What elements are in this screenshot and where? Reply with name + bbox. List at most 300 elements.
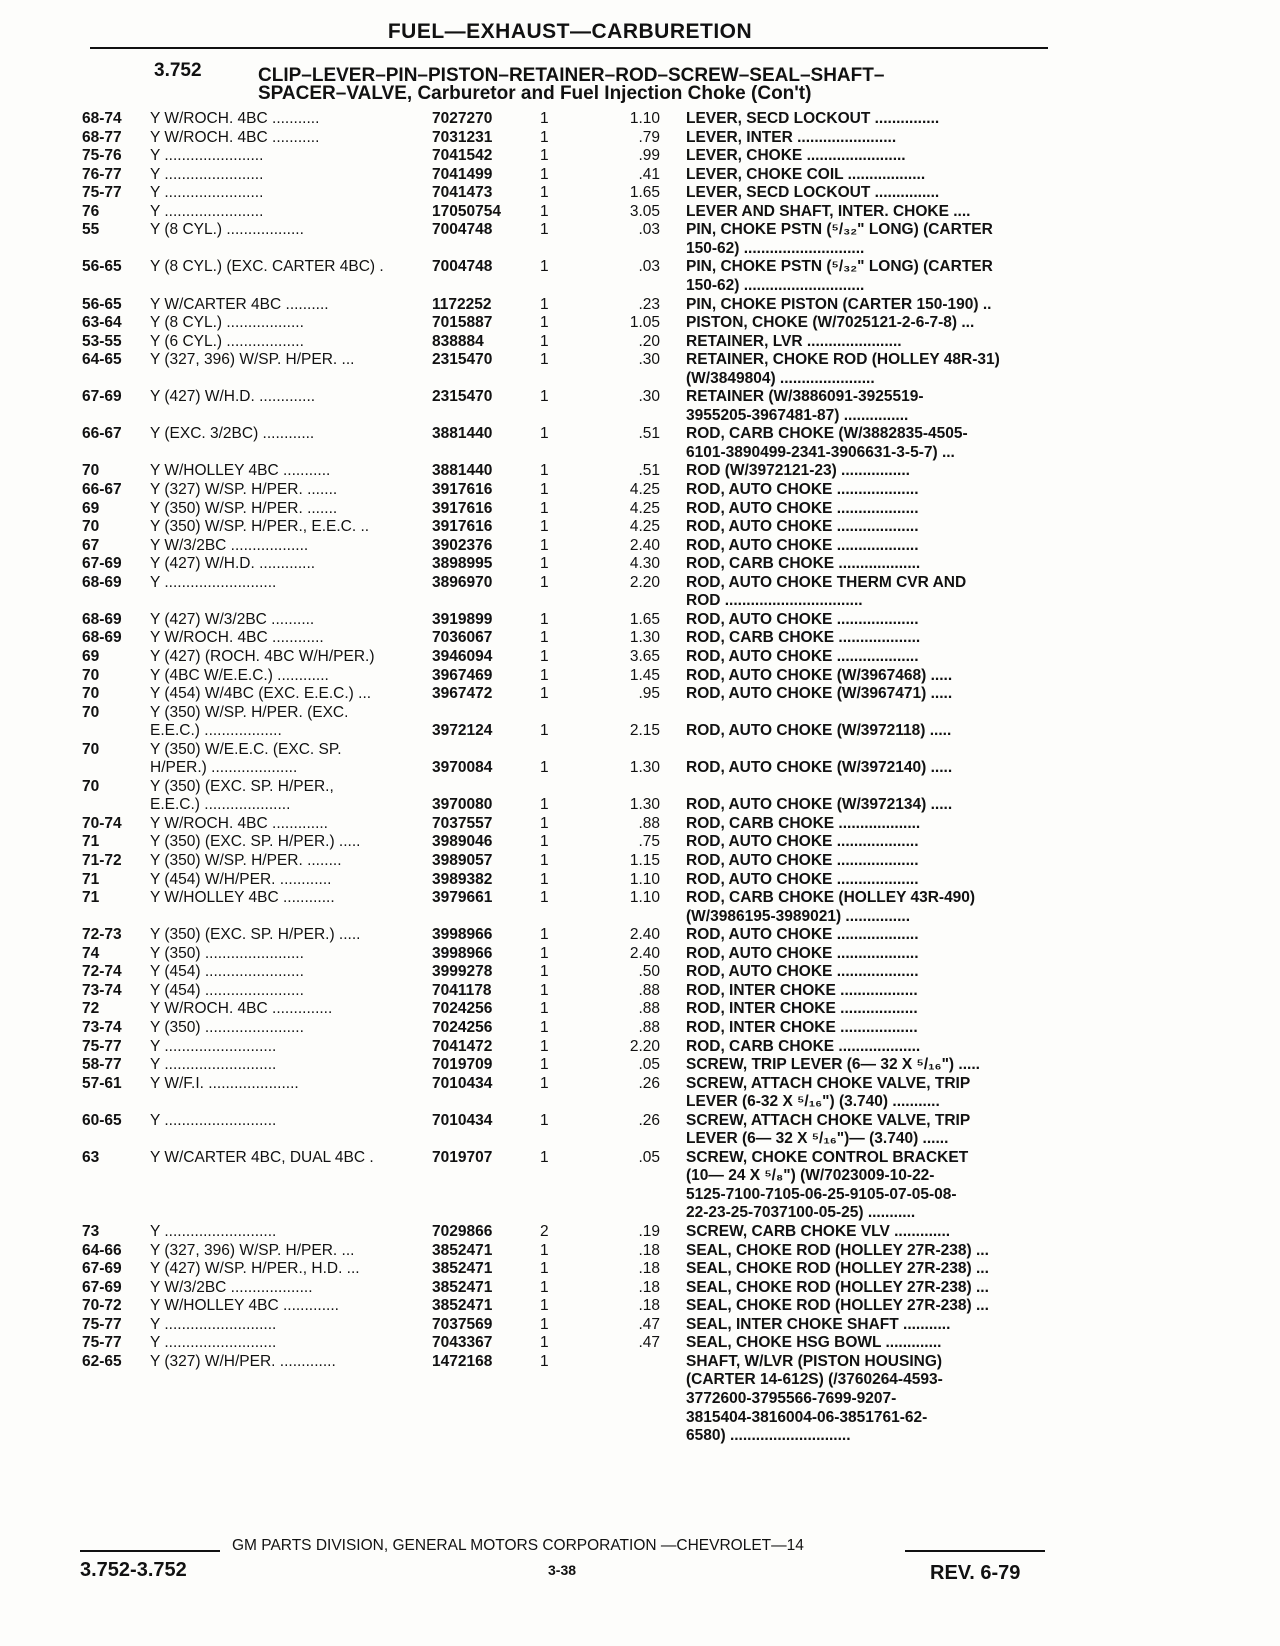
row-quantity: 1 (540, 295, 549, 313)
row-application: Y (427) (ROCH. 4BC W/H/PER.) (150, 647, 375, 665)
row-price: 1.15 (629, 852, 660, 869)
list-item (0, 1167, 1280, 1186)
list-item (0, 704, 1280, 723)
list-item (0, 184, 1280, 203)
list-item (0, 1260, 1280, 1279)
row-description: (CARTER 14-612S) (/3760264-4593- (686, 1371, 943, 1389)
row-quantity: 1 (540, 332, 549, 350)
row-year: 75-77 (82, 1037, 122, 1055)
footer-revision: REV. 6-79 (930, 1562, 1021, 1584)
list-item (0, 908, 1280, 927)
list-item (0, 1075, 1280, 1094)
row-quantity: 1 (540, 685, 549, 703)
list-item (0, 1353, 1280, 1372)
row-year: 72-73 (82, 926, 122, 944)
row-description: (W/3986195-3989021) ............... (686, 907, 911, 925)
row-application: Y W/ROCH. 4BC ........... (150, 128, 320, 146)
row-description: ROD, CARB CHOKE (W/3882835-4505- (686, 425, 968, 443)
row-application: Y W/F.I. ..................... (150, 1074, 299, 1092)
row-description: ROD, CARB CHOKE ................... (686, 1037, 921, 1055)
row-year: 55 (82, 221, 100, 239)
row-price: 1.65 (629, 184, 660, 202)
list-item (0, 1242, 1280, 1261)
row-price: .51 (638, 425, 660, 443)
row-description: ROD, INTER CHOKE .................. (686, 1000, 918, 1018)
row-quantity: 1 (540, 870, 549, 888)
row-quantity: 1 (540, 258, 549, 276)
row-description: ROD, AUTO CHOKE ................... (686, 610, 919, 628)
row-part-number: 7010434 (432, 1074, 493, 1092)
row-year: 72 (82, 1000, 100, 1018)
row-part-number: 7037557 (432, 814, 493, 832)
row-part-number: 7024256 (432, 1018, 493, 1036)
footer-section-range: 3.752-3.752 (80, 1559, 187, 1581)
list-item (0, 1130, 1280, 1149)
row-quantity: 1 (540, 852, 549, 869)
header-rule (90, 47, 1048, 49)
row-part-number: 3989057 (432, 852, 493, 869)
row-quantity: 1 (540, 1352, 549, 1370)
row-description: ROD, AUTO CHOKE (W/3972140) ..... (686, 759, 953, 777)
row-year: 76-77 (82, 165, 122, 183)
list-item (0, 518, 1280, 537)
row-application: Y (6 CYL.) .................. (150, 332, 304, 350)
row-quantity: 1 (540, 647, 549, 665)
row-description: SCREW, ATTACH CHOKE VALVE, TRIP (686, 1111, 971, 1129)
row-price: .47 (638, 1315, 660, 1333)
row-quantity: 1 (540, 814, 549, 832)
row-quantity: 1 (540, 147, 549, 165)
row-description: ROD (W/3972121-23) ................ (686, 462, 910, 480)
row-quantity: 1 (540, 1260, 549, 1278)
row-description: ROD, AUTO CHOKE ................... (686, 963, 919, 981)
row-description: SCREW, CHOKE CONTROL BRACKET (686, 1148, 969, 1166)
row-part-number: 3852471 (432, 1278, 493, 1296)
row-year: 71 (82, 833, 100, 851)
row-part-number: 3881440 (432, 425, 493, 443)
row-application: Y (327) W/SP. H/PER. ....... (150, 481, 338, 498)
list-item (0, 462, 1280, 481)
list-item (0, 500, 1280, 519)
row-application: Y ....................... (150, 184, 264, 202)
row-part-number: 3898995 (432, 555, 493, 573)
row-part-number: 3967469 (432, 666, 493, 684)
row-description: SCREW, CARB CHOKE VLV ............. (686, 1223, 951, 1240)
row-application: Y W/ROCH. 4BC ............ (150, 629, 324, 647)
row-quantity: 1 (540, 481, 549, 498)
list-item (0, 1056, 1280, 1075)
row-price: 1.30 (629, 629, 660, 647)
row-part-number: 3989046 (432, 833, 493, 851)
row-description: SEAL, CHOKE ROD (HOLLEY 27R-238) ... (686, 1241, 989, 1259)
row-application: Y (350) W/SP. H/PER. ....... (150, 499, 338, 517)
section-title-line2-sub: Carburetor and Fuel Injection Choke (Con't) (417, 83, 812, 104)
row-part-number: 3989382 (432, 870, 493, 888)
row-quantity: 1 (540, 314, 549, 332)
row-quantity: 1 (540, 796, 549, 814)
row-description: LEVER (6— 32 X ⁵/₁₆")— (3.740) ...... (686, 1130, 949, 1148)
row-description: SCREW, ATTACH CHOKE VALVE, TRIP (686, 1074, 971, 1092)
list-item (0, 370, 1280, 389)
list-item (0, 258, 1280, 277)
row-part-number: 3998966 (432, 944, 493, 962)
row-price: 3.65 (629, 647, 660, 665)
row-description: 6101-3890499-2341-3906631-3-5-7) ... (686, 443, 955, 461)
row-description: ROD, AUTO CHOKE ................... (686, 870, 919, 888)
row-part-number: 17050754 (432, 202, 501, 220)
row-year: 67-69 (82, 1260, 122, 1278)
row-year: 68-69 (82, 610, 122, 628)
row-part-number: 2315470 (432, 351, 493, 369)
row-year: 68-69 (82, 573, 122, 591)
list-item (0, 203, 1280, 222)
row-quantity: 1 (540, 184, 549, 202)
list-item (0, 537, 1280, 556)
row-price: .03 (638, 221, 660, 239)
row-part-number: 3998966 (432, 926, 493, 944)
row-part-number: 3917616 (432, 499, 493, 517)
row-quantity: 1 (540, 944, 549, 962)
list-item (0, 926, 1280, 945)
row-application: Y .......................... (150, 1037, 277, 1055)
row-year: 56-65 (82, 295, 122, 313)
row-description: 3815404-3816004-06-3851761-62- (686, 1408, 928, 1426)
row-year: 73-74 (82, 981, 122, 999)
row-year: 68-69 (82, 629, 122, 647)
row-application: Y (427) W/H.D. ............. (150, 555, 316, 573)
row-price: 1.45 (629, 666, 660, 684)
row-description: ROD, AUTO CHOKE ................... (686, 852, 919, 869)
row-description: PIN, CHOKE PISTON (CARTER 150-190) .. (686, 295, 992, 313)
row-price: .41 (638, 165, 660, 183)
row-application: Y (350) W/SP. H/PER., E.E.C. .. (150, 518, 370, 536)
row-part-number: 7041473 (432, 184, 493, 202)
row-description: PIN, CHOKE PSTN (⁵/₃₂" LONG) (CARTER (686, 258, 993, 276)
row-year: 71 (82, 870, 100, 888)
row-part-number: 3852471 (432, 1297, 493, 1315)
page-header-title: FUEL—EXHAUST—CARBURETION (387, 20, 753, 43)
row-part-number: 3917616 (432, 481, 493, 498)
row-year: 74 (82, 944, 100, 962)
list-item (0, 1149, 1280, 1168)
row-application: Y .......................... (150, 573, 277, 591)
list-item (0, 871, 1280, 890)
row-part-number: 3970080 (432, 796, 493, 814)
row-description: LEVER AND SHAFT, INTER. CHOKE .... (686, 202, 971, 220)
row-part-number: 3999278 (432, 963, 493, 981)
row-year: 62-65 (82, 1352, 122, 1370)
row-price: 4.25 (629, 499, 660, 517)
row-description: SCREW, TRIP LEVER (6— 32 X ⁵/₁₆") ..... (686, 1056, 980, 1074)
row-description: 5125-7100-7105-06-25-9105-07-05-08- (686, 1185, 957, 1203)
list-item (0, 1409, 1280, 1428)
row-year: 58-77 (82, 1056, 122, 1074)
list-item (0, 333, 1280, 352)
row-year: 75-77 (82, 1334, 122, 1352)
row-year: 67 (82, 536, 100, 554)
row-year: 66-67 (82, 425, 122, 443)
list-item (0, 592, 1280, 611)
row-part-number: 3852471 (432, 1260, 493, 1278)
list-item (0, 1204, 1280, 1223)
row-year: 73 (82, 1223, 100, 1240)
list-item (0, 685, 1280, 704)
row-price: .30 (638, 351, 660, 369)
row-part-number: 3972124 (432, 722, 493, 740)
row-year: 76 (82, 202, 100, 220)
row-description: ROD, AUTO CHOKE ................... (686, 481, 919, 498)
row-description: ROD, AUTO CHOKE ................... (686, 499, 919, 517)
list-item (0, 555, 1280, 574)
list-item (0, 796, 1280, 815)
row-year: 64-66 (82, 1241, 122, 1259)
row-description: ROD, AUTO CHOKE ................... (686, 536, 919, 554)
row-year: 70 (82, 462, 100, 480)
row-price: .05 (638, 1056, 660, 1074)
row-price: 1.05 (629, 314, 660, 332)
row-part-number: 7024256 (432, 1000, 493, 1018)
row-price: .20 (638, 332, 660, 350)
row-quantity: 1 (540, 1111, 549, 1129)
row-application: E.E.C.) .................. (150, 722, 282, 740)
row-description: ROD, CARB CHOKE ................... (686, 814, 921, 832)
row-description: RETAINER, CHOKE ROD (HOLLEY 48R-31) (686, 351, 1000, 369)
row-quantity: 1 (540, 499, 549, 517)
row-part-number: 3946094 (432, 647, 493, 665)
list-item (0, 629, 1280, 648)
row-application: Y (350) W/E.E.C. (EXC. SP. (150, 740, 342, 758)
row-part-number: 7015887 (432, 314, 493, 332)
row-part-number: 3919899 (432, 610, 493, 628)
row-application: Y W/3/2BC .................. (150, 536, 309, 554)
row-year: 70 (82, 685, 100, 703)
row-application: Y (454) ....................... (150, 963, 304, 981)
row-part-number: 7019707 (432, 1148, 493, 1166)
row-description: ROD, INTER CHOKE .................. (686, 981, 918, 999)
row-application: Y ....................... (150, 147, 264, 165)
list-item (0, 982, 1280, 1001)
list-item (0, 1038, 1280, 1057)
row-application: Y .......................... (150, 1111, 277, 1129)
row-quantity: 1 (540, 128, 549, 146)
list-item (0, 1093, 1280, 1112)
row-application: Y (8 CYL.) (EXC. CARTER 4BC) . (150, 258, 384, 276)
row-year: 75-76 (82, 147, 122, 165)
list-item (0, 741, 1280, 760)
row-quantity: 1 (540, 425, 549, 443)
row-application: Y W/3/2BC ................... (150, 1278, 313, 1296)
row-price: .03 (638, 258, 660, 276)
row-year: 69 (82, 499, 100, 517)
row-description: ROD, CARB CHOKE ................... (686, 629, 921, 647)
row-price: .50 (638, 963, 660, 981)
row-description: RETAINER (W/3886091-3925519- (686, 388, 924, 406)
row-description: PISTON, CHOKE (W/7025121-2-6-7-8) ... (686, 314, 975, 332)
row-price: 1.10 (629, 110, 660, 127)
row-application: Y W/HOLLEY 4BC ............. (150, 1297, 339, 1315)
row-description: ROD, AUTO CHOKE THERM CVR AND (686, 573, 967, 591)
row-quantity: 1 (540, 610, 549, 628)
row-description: SEAL, CHOKE ROD (HOLLEY 27R-238) ... (686, 1278, 989, 1296)
list-item (0, 1371, 1280, 1390)
row-description: ROD, AUTO CHOKE ................... (686, 833, 919, 851)
row-price: .18 (638, 1297, 660, 1315)
row-price: 3.05 (629, 202, 660, 220)
row-description: LEVER, SECD LOCKOUT ............... (686, 110, 940, 127)
row-price: .05 (638, 1148, 660, 1166)
list-item (0, 945, 1280, 964)
row-quantity: 1 (540, 110, 549, 127)
row-quantity: 1 (540, 221, 549, 239)
list-item (0, 889, 1280, 908)
list-item (0, 667, 1280, 686)
row-price: .88 (638, 981, 660, 999)
list-item (0, 648, 1280, 667)
row-year: 67-69 (82, 1278, 122, 1296)
row-year: 70 (82, 666, 100, 684)
row-application: Y (350) W/SP. H/PER. ........ (150, 852, 342, 869)
row-description: ROD, AUTO CHOKE (W/3972134) ..... (686, 796, 953, 814)
row-price: .26 (638, 1111, 660, 1129)
row-year: 64-65 (82, 351, 122, 369)
row-part-number: 1472168 (432, 1352, 493, 1370)
list-item (0, 1390, 1280, 1409)
row-quantity: 1 (540, 1315, 549, 1333)
row-year: 63-64 (82, 314, 122, 332)
row-description: SEAL, INTER CHOKE SHAFT ........... (686, 1315, 951, 1333)
row-year: 73-74 (82, 1018, 122, 1036)
row-description: ROD, INTER CHOKE .................. (686, 1018, 918, 1036)
row-price: 1.30 (629, 796, 660, 814)
row-description: PIN, CHOKE PSTN (⁵/₃₂" LONG) (CARTER (686, 221, 993, 239)
list-item (0, 240, 1280, 259)
row-application: Y (427) W/H.D. ............. (150, 388, 316, 406)
row-description: ROD, AUTO CHOKE (W/3967471) ..... (686, 685, 953, 703)
row-description: 22-23-25-7037100-05-25) ........... (686, 1204, 916, 1222)
row-application: Y W/ROCH. 4BC .............. (150, 1000, 333, 1018)
row-description: ROD, CARB CHOKE (HOLLEY 43R-490) (686, 889, 976, 907)
row-quantity: 1 (540, 889, 549, 907)
row-application: Y (350) W/SP. H/PER. (EXC. (150, 703, 349, 721)
row-year: 53-55 (82, 332, 122, 350)
row-quantity: 1 (540, 759, 549, 777)
list-item (0, 166, 1280, 185)
row-application: H/PER.) .................... (150, 759, 298, 777)
row-part-number: 7004748 (432, 258, 493, 276)
row-description: ROD ................................ (686, 592, 863, 610)
row-price: 1.65 (629, 610, 660, 628)
row-part-number: 838884 (432, 332, 484, 350)
list-item (0, 314, 1280, 333)
row-year: 72-74 (82, 963, 122, 981)
row-description: LEVER (6-32 X ⁵/₁₆") (3.740) ........... (686, 1093, 940, 1111)
row-price: .88 (638, 814, 660, 832)
row-price: .18 (638, 1260, 660, 1278)
row-part-number: 7037569 (432, 1315, 493, 1333)
row-price: 2.20 (629, 1037, 660, 1055)
footer-text: GM PARTS DIVISION, GENERAL MOTORS CORPORATION —CHEVROLET—14 (232, 1537, 804, 1554)
list-item (0, 1223, 1280, 1242)
row-description: LEVER, INTER ....................... (686, 128, 897, 146)
row-quantity: 1 (540, 1148, 549, 1166)
row-description: ROD, AUTO CHOKE ................... (686, 518, 919, 536)
footer-rule-left (80, 1550, 220, 1552)
list-item (0, 110, 1280, 129)
row-quantity: 1 (540, 388, 549, 406)
row-price: 2.15 (629, 722, 660, 740)
row-part-number: 3970084 (432, 759, 493, 777)
row-part-number: 3852471 (432, 1241, 493, 1259)
row-description: SHAFT, W/LVR (PISTON HOUSING) (686, 1352, 943, 1370)
row-application: Y (8 CYL.) .................. (150, 221, 304, 239)
list-item (0, 147, 1280, 166)
row-year: 70-74 (82, 814, 122, 832)
list-item (0, 574, 1280, 593)
row-year: 60-65 (82, 1111, 122, 1129)
row-application: Y W/HOLLEY 4BC ............ (150, 889, 335, 907)
row-part-number: 3917616 (432, 518, 493, 536)
row-price: 4.25 (629, 481, 660, 498)
row-quantity: 1 (540, 1297, 549, 1315)
list-item (0, 1000, 1280, 1019)
row-part-number: 7010434 (432, 1111, 493, 1129)
list-item (0, 1427, 1280, 1446)
row-price: 2.40 (629, 944, 660, 962)
list-item (0, 425, 1280, 444)
row-year: 67-69 (82, 555, 122, 573)
row-price: 1.10 (629, 889, 660, 907)
row-application: Y W/ROCH. 4BC ............. (150, 814, 328, 832)
row-quantity: 1 (540, 1056, 549, 1074)
row-application: Y (350) ....................... (150, 1018, 304, 1036)
row-price: .47 (638, 1334, 660, 1352)
row-quantity: 1 (540, 1037, 549, 1055)
row-description: (W/3849804) ...................... (686, 369, 875, 387)
list-item (0, 296, 1280, 315)
row-description: (10— 24 X ⁵/₈") (W/7023009-10-22- (686, 1167, 935, 1185)
list-item (0, 722, 1280, 741)
row-part-number: 7041542 (432, 147, 493, 165)
row-part-number: 3902376 (432, 536, 493, 554)
row-year: 70 (82, 740, 100, 758)
row-part-number: 7031231 (432, 128, 493, 146)
row-quantity: 1 (540, 963, 549, 981)
row-part-number: 3896970 (432, 573, 493, 591)
list-item (0, 444, 1280, 463)
row-application: Y (350) (EXC. SP. H/PER.) ..... (150, 833, 361, 851)
list-item (0, 1316, 1280, 1335)
row-application: Y ....................... (150, 165, 264, 183)
row-description: LEVER, CHOKE COIL .................. (686, 165, 926, 183)
row-quantity: 1 (540, 1018, 549, 1036)
row-description: 6580) ............................ (686, 1427, 851, 1445)
row-part-number: 1172252 (432, 295, 492, 313)
row-application: Y (4BC W/E.E.C.) ............ (150, 666, 329, 684)
row-application: Y (327, 396) W/SP. H/PER. ... (150, 1241, 355, 1259)
row-description: 150-62) ............................ (686, 276, 865, 294)
row-year: 68-77 (82, 128, 122, 146)
row-price: .26 (638, 1074, 660, 1092)
row-year: 71 (82, 889, 100, 907)
list-item (0, 407, 1280, 426)
row-application: Y .......................... (150, 1334, 277, 1352)
row-year: 69 (82, 647, 100, 665)
row-description: 3772600-3795566-7699-9207- (686, 1389, 897, 1407)
row-year: 71-72 (82, 852, 122, 869)
row-application: E.E.C.) .................... (150, 796, 291, 814)
row-price: .51 (638, 462, 660, 480)
row-description: ROD, AUTO CHOKE ................... (686, 647, 919, 665)
